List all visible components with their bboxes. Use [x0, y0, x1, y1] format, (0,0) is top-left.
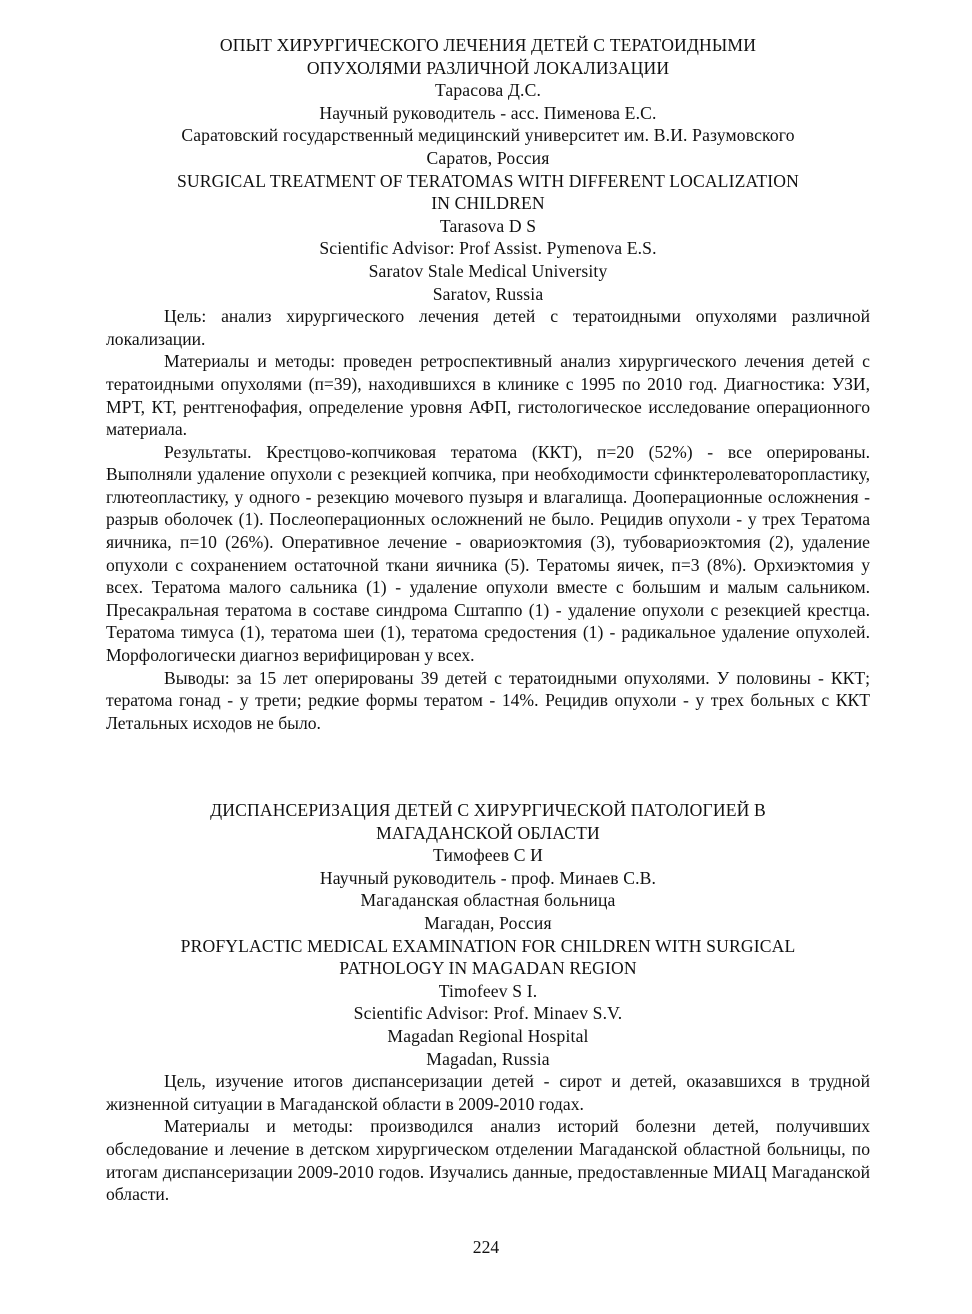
title-ru-line-2: МАГАДАНСКОЙ ОБЛАСТИ — [376, 822, 600, 843]
advisor-en: Scientific Advisor: Prof. Minaev S.V. — [353, 1003, 623, 1024]
title-ru-line-2: ОПУХОЛЯМИ РАЗЛИЧНОЙ ЛОКАЛИЗАЦИИ — [306, 57, 670, 78]
title-en-line-1: SURGICAL TREATMENT OF TERATOMAS WITH DIFFERENT LOCALIZATION — [176, 170, 800, 191]
paragraph-aim: Цель, изучение итогов диспансеризации детей - сирот и детей, оказавшихся в трудной жизненной ситуации в Магаданской области в 2009-2010 годах. — [106, 1071, 870, 1114]
city-en: Saratov, Russia — [432, 283, 544, 304]
abstract-dispensarization — [106, 799, 870, 1206]
author-en: Tarasova D S — [439, 215, 537, 236]
advisor-ru: Научный руководитель - асс. Пименова Е.С. — [319, 102, 657, 123]
author-en: Timofeev S I. — [438, 980, 538, 1001]
city-ru: Саратов, Россия — [426, 147, 550, 168]
page-number: 224 — [472, 1237, 500, 1257]
title-en-line-2: IN CHILDREN — [431, 193, 545, 214]
institution-ru: Саратовский государственный медицинский университет им. В.И. Разумовского — [181, 125, 795, 146]
paragraph-conclusions: Выводы: за 15 лет оперированы 39 детей с тератоидными опухолями. У половины - ККТ; тератома гонад - у трети; редкие формы тератом - 14%. Рецидив опухоли - у трех больных с ККТ Летальных исходов не было. — [106, 667, 870, 733]
advisor-ru: Научный руководитель - проф. Минаев С.В. — [319, 867, 657, 888]
city-ru: Магадан, Россия — [424, 912, 552, 933]
paragraph-methods: Материалы и методы: проведен ретроспективный анализ хирургического лечения детей с тератоидными опухолями (п=39), находившихся в клинике с 1995 по 2010 год. Диагностика: УЗИ, МРТ, КТ, рентгенофафия, определение уровня АФП, гистологическое исследование операционного материала. — [106, 351, 870, 440]
institution-ru: Магаданская областная больница — [360, 890, 616, 911]
paragraph-results: Результаты. Крестцово-копчиковая тератома (ККТ), п=20 (52%) - все оперированы. Выполняли удаление опухоли с резекцией копчика, при необходимости сфинктеролеваторопластику, глютеопластику, у одного - резекцию мочевого пузыря и влагалища. Дооперационные осложнения - разрыв оболочек (1). Послеоперационных осложнений не было. Рецидив опухоли - у трех Тератома яичника, п=10 (26%). Оперативное лечение - овариоэктомия (3), тубовариоэктомия (2), удаление опухоли с сохранением остаточной ткани яичника (5). Тератомы яичек, п=3 (8%). Орхиэктомия у всех. Тератома малого сальника (1) - удаление опухоли вместе с большим и малым сальником. Пресакральная тератома в составе синдрома Сштаппо (1) - удаление опухоли с резекцией крестца. Тератома тимуса (1), тератома шеи (1), тератома средостения (1) - радикальное удаление опухолей. Морфологически диагноз верифицирован у всех. — [106, 441, 870, 666]
title-en-line-1: PROFYLACTIC MEDICAL EXAMINATION FOR CHILDREN WITH SURGICAL — [180, 935, 796, 956]
city-en: Magadan, Russia — [426, 1048, 550, 1069]
title-ru-line-1: ДИСПАНСЕРИЗАЦИЯ ДЕТЕЙ С ХИРУРГИЧЕСКОЙ ПАТОЛОГИЕЙ В — [210, 800, 766, 820]
author-ru: Тимофеев С И — [432, 845, 544, 866]
advisor-en: Scientific Advisor: Prof Assist. Pymenova E.S. — [319, 238, 657, 259]
paragraph-aim: Цель: анализ хирургического лечения детей с тератоидными опухолями различной локализации. — [106, 306, 870, 349]
title-ru-line-1: ОПЫТ ХИРУРГИЧЕСКОГО ЛЕЧЕНИЯ ДЕТЕЙ С ТЕРАТОИДНЫМИ — [219, 35, 757, 55]
paragraph-methods: Материалы и методы: производился анализ историй болезни детей, получивших обследование и лечение в детском хирургическом отделении Магаданской областной больницы, по итогам диспансеризации 2009-2010 годов. Изучались данные, предоставленные МИАЦ Магаданской области. — [106, 1116, 870, 1205]
author-ru: Тарасова Д.С. — [434, 80, 542, 101]
institution-en: Magadan Regional Hospital — [387, 1025, 589, 1046]
abstract-teratomas — [106, 34, 870, 734]
title-en-line-2: PATHOLOGY IN MAGADAN REGION — [339, 958, 637, 979]
institution-en: Saratov Stale Medical University — [368, 260, 608, 281]
